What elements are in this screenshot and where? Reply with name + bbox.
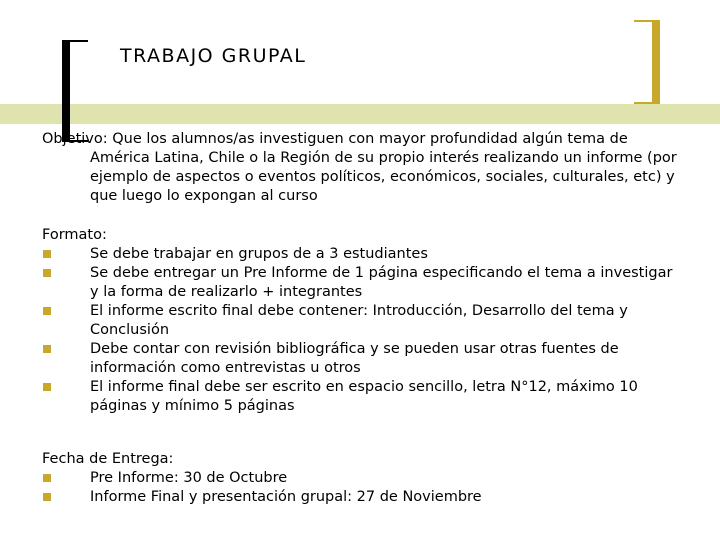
list-item-text: Pre Informe: 30 de Octubre (90, 470, 288, 486)
objective-paragraph (42, 130, 682, 206)
dates-heading: Fecha de Entrega: (42, 451, 174, 467)
right-bracket-top (634, 20, 660, 22)
list-item (42, 245, 682, 264)
title-underline-band (0, 104, 720, 124)
list-item (42, 378, 682, 416)
right-bracket-bottom (634, 102, 660, 104)
list-item (42, 340, 682, 378)
square-bullet-icon (43, 383, 51, 391)
list-item-text: Se debe trabajar en grupos de a 3 estudiantes (90, 246, 428, 262)
list-item (42, 264, 682, 302)
objective-text: Que los alumnos/as investiguen con mayor profundidad algún tema de América Latina, Chile o la Región de su propio interés realizando un informe (por ejemplo de aspectos o eventos políticos, económicos, sociales, culturales, etc) y que luego lo expongan al curso (90, 131, 677, 204)
list-item (42, 488, 682, 507)
left-bracket-top (62, 40, 88, 42)
list-item (42, 469, 682, 488)
format-list (42, 245, 682, 416)
list-item-text: Se debe entregar un Pre Informe de 1 página especificando el tema a investigar y la forma de realizarlo + integrantes (90, 265, 673, 300)
format-heading: Formato: (42, 227, 107, 243)
list-item-text: El informe escrito final debe contener: Introducción, Desarrollo del tema y Conclusión (90, 303, 628, 338)
left-bracket-decoration (62, 40, 70, 142)
square-bullet-icon (43, 269, 51, 277)
square-bullet-icon (43, 250, 51, 258)
list-item-text: Informe Final y presentación grupal: 27 de Noviembre (90, 489, 482, 505)
list-item (42, 302, 682, 340)
square-bullet-icon (43, 474, 51, 482)
list-item-text: El informe final debe ser escrito en espacio sencillo, letra N°12, máximo 10 páginas y mínimo 5 páginas (90, 379, 638, 414)
right-bracket-decoration (652, 20, 660, 104)
square-bullet-icon (43, 493, 51, 501)
square-bullet-icon (43, 345, 51, 353)
objective-label: Objetivo: (42, 131, 108, 147)
dates-list (42, 469, 682, 507)
square-bullet-icon (43, 307, 51, 315)
list-item-text: Debe contar con revisión bibliográfica y se pueden usar otras fuentes de información como entrevistas u otros (90, 341, 619, 376)
dates-section (42, 450, 682, 507)
format-section (42, 226, 682, 416)
page-title: TRABAJO GRUPAL (120, 45, 307, 67)
